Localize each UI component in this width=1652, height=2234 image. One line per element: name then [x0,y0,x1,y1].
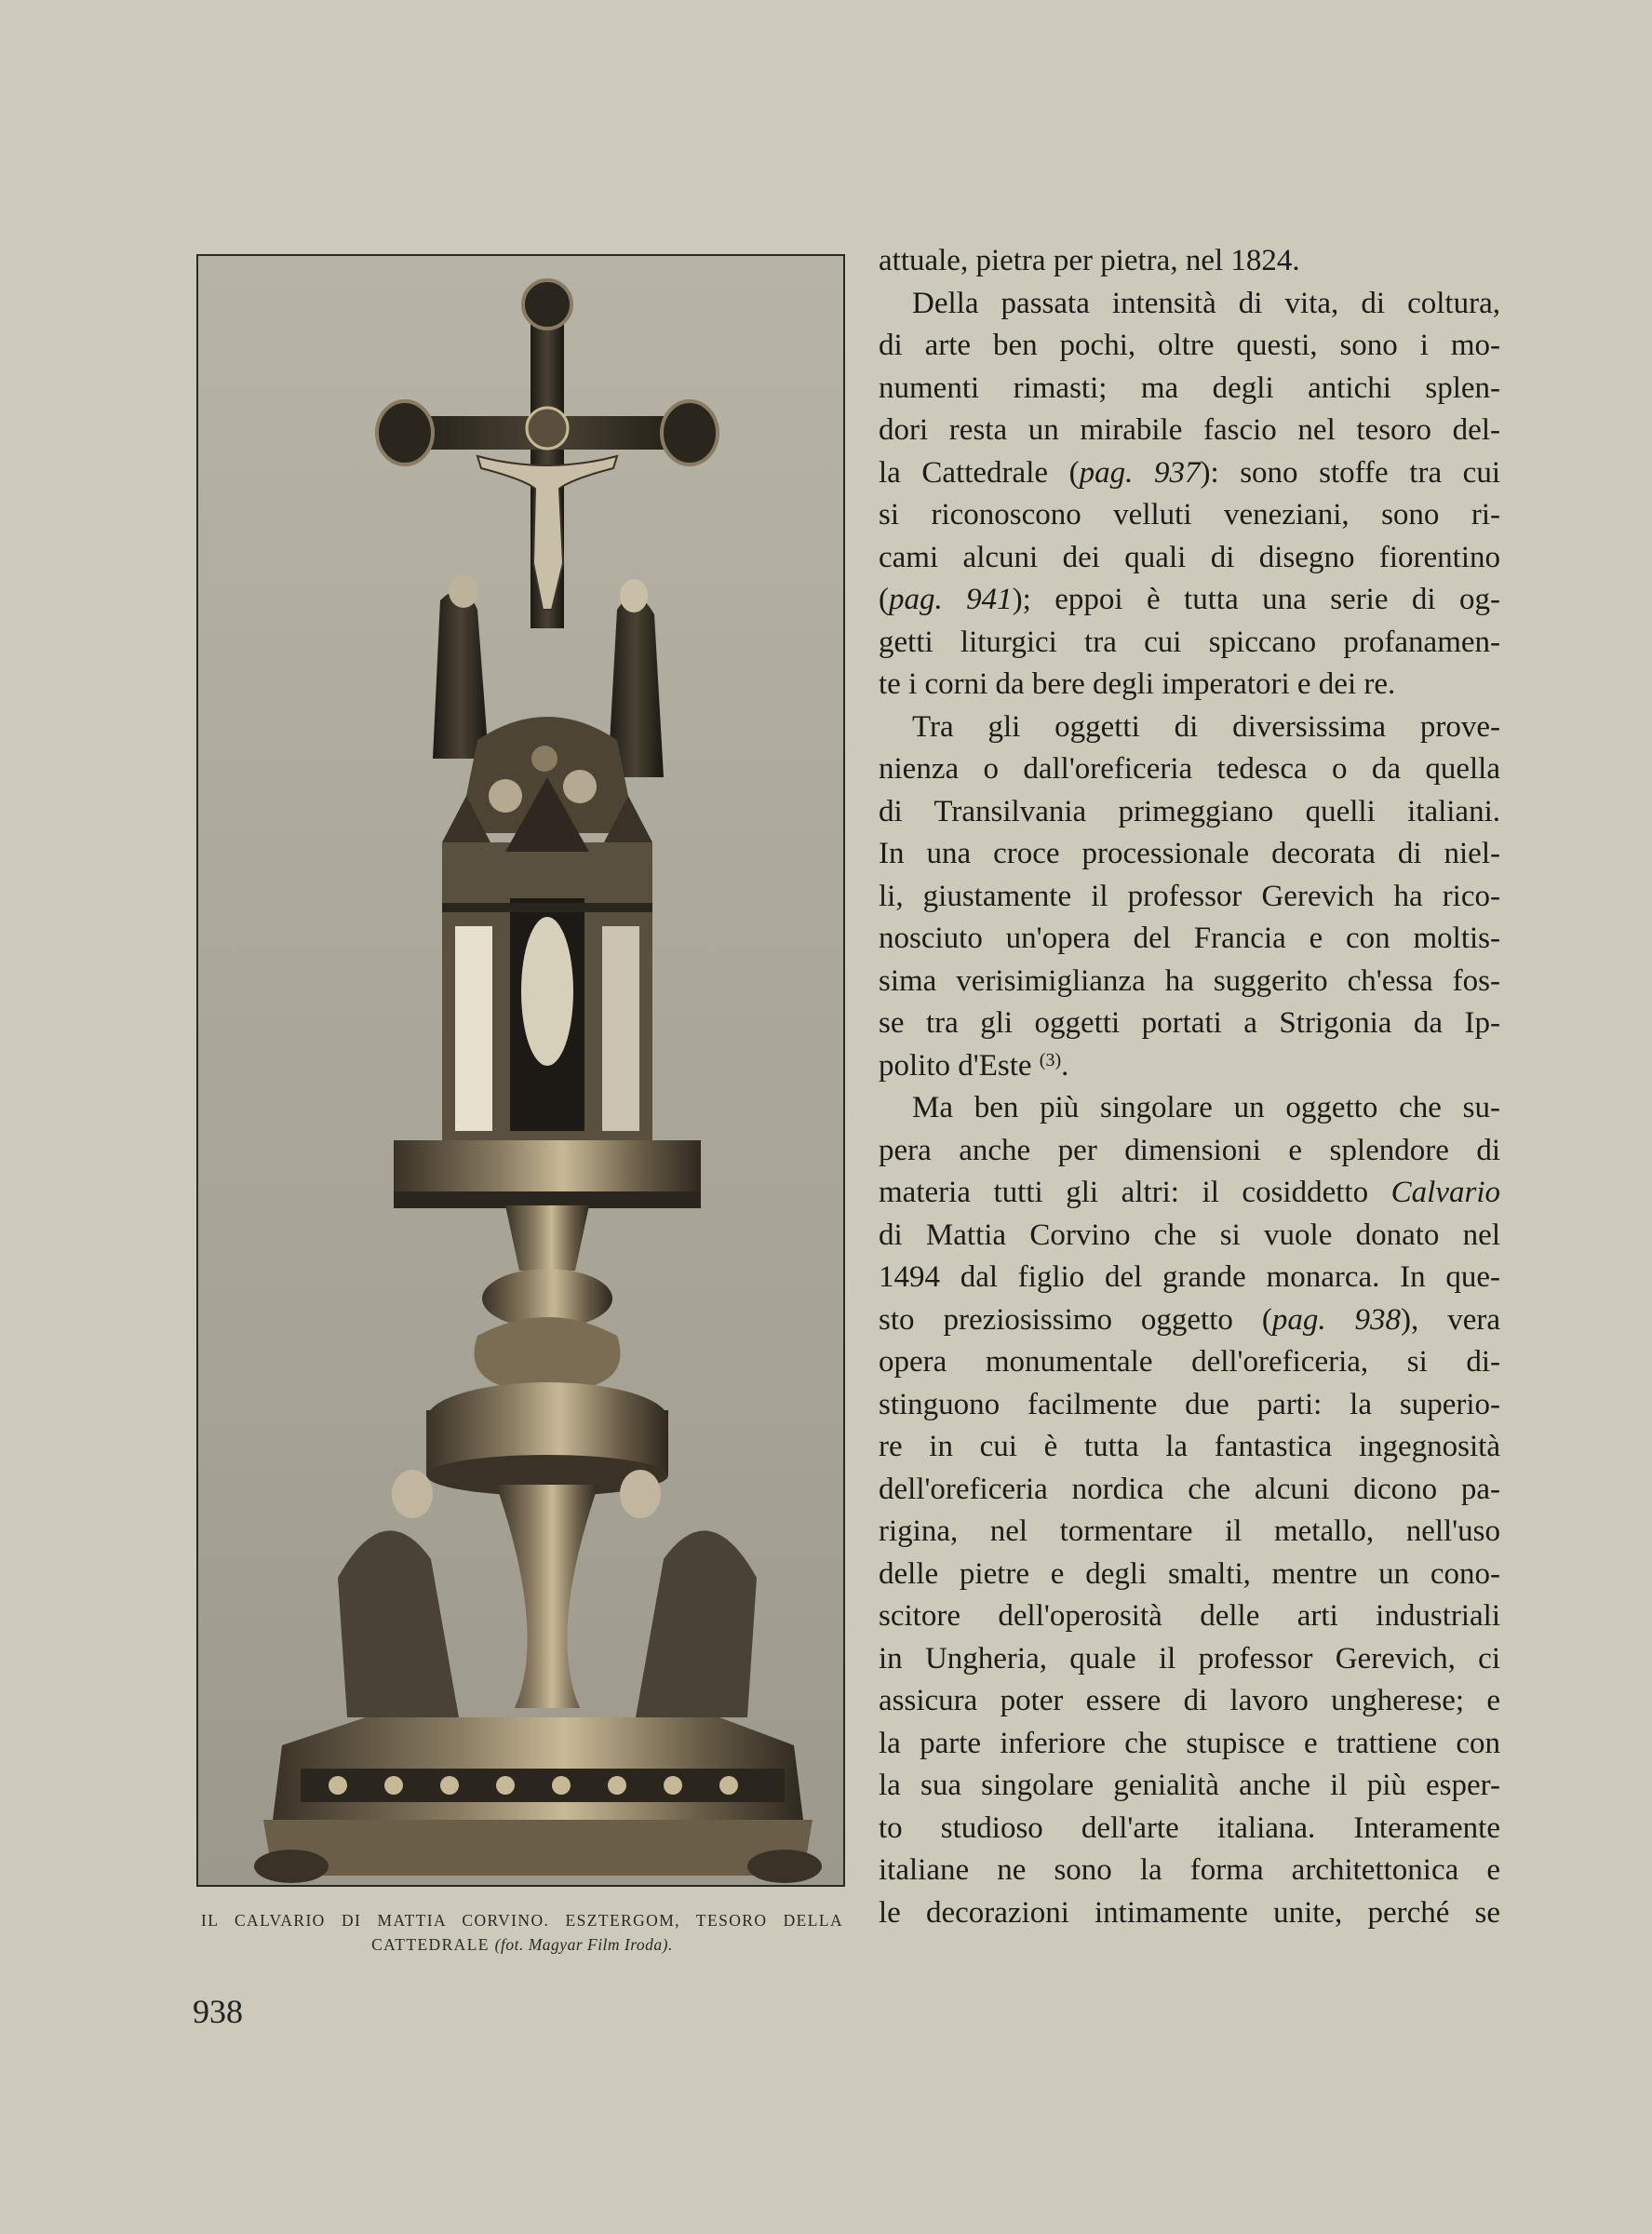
text-line [879,1045,1500,1088]
text-line [879,1130,1500,1173]
body-text-column [879,240,1500,1934]
text-line [879,537,1500,580]
text-line-start: ( [879,583,889,616]
figure-plate [196,254,845,1887]
text-line-content: pera anche per dimensioni e splendore di [879,1133,1500,1167]
text-line [879,240,1500,283]
text-line [879,1765,1500,1808]
italic-reference: Calvario [1390,1176,1500,1209]
text-line [879,1215,1500,1258]
text-line-content: In una croce processionale decorata di niel- [879,837,1500,870]
text-line-start: la Cattedrale ( [879,455,1080,490]
text-line [879,664,1500,707]
text-line-content: italiane ne sono la forma architettonica e [879,1853,1500,1887]
text-line-start: materia tutti gli altri: il cosiddetto [879,1176,1391,1209]
text-line-start: sto preziosissimo oggetto ( [879,1302,1272,1337]
text-line-content: si riconoscono velluti veneziani, sono ri- [879,498,1500,532]
text-line-content: rigina, nel tormentare il metallo, nell'uso [879,1514,1500,1548]
text-line-content: sima verisimiglianza ha suggerito ch'essa fos- [879,963,1500,998]
text-line [879,410,1500,452]
text-line-end: . [1061,1048,1069,1083]
text-line [879,1257,1500,1299]
text-line-content: delle pietre e degli smalti, mentre un cono- [879,1556,1500,1591]
text-line-content: attuale, pietra per pietra, nel 1824. [879,244,1300,277]
text-line [879,961,1500,1003]
text-line [879,368,1500,410]
text-line-end: ), vera [1401,1302,1501,1337]
text-line [879,325,1500,368]
footnote-marker: (3) [1039,1049,1062,1070]
text-line-content: 1494 dal figlio del grande monarca. In que- [879,1260,1500,1294]
text-line-content: se tra gli oggetti portati a Strigonia da Ip- [879,1006,1500,1040]
text-line-content: le decorazioni intimamente unite, perché se [879,1895,1500,1930]
text-line [879,791,1500,834]
calvario-photograph [198,256,845,1887]
text-line [879,1554,1500,1596]
caption-credit: (fot. Magyar Film Iroda). [494,1935,673,1954]
text-line-content: dell'oreficeria nordica che alcuni dicono pa- [879,1472,1500,1506]
text-line [879,1003,1500,1045]
text-line [879,622,1500,665]
text-line [879,833,1500,876]
text-line [879,1723,1500,1766]
text-line-content: stinguono facilmente due parti: la superio- [879,1387,1500,1421]
text-line [879,494,1500,537]
text-line-start: polito d'Este [879,1048,1040,1083]
text-line-content: la sua singolare genialità anche il più esper- [879,1769,1500,1802]
text-line-content: di Mattia Corvino che si vuole donato nel [879,1218,1500,1252]
text-line-content: in Ungheria, quale il professor Gerevich, ci [879,1641,1500,1676]
text-line-content: opera monumentale dell'oreficeria, si di- [879,1345,1500,1379]
text-line [879,1469,1500,1512]
text-line-content: la parte inferiore che stupisce e trattiene con [879,1726,1500,1760]
text-line-content: dori resta un mirabile fascio nel tesoro del- [879,413,1500,447]
text-line-content: scitore dell'operosità delle arti industriali [879,1599,1500,1633]
text-line-content: to studioso dell'arte italiana. Interamente [879,1810,1500,1845]
text-line [879,1341,1500,1384]
text-line-content: Tra gli oggetti di diversissima prove- [912,709,1500,744]
caption-text: IL CALVARIO DI MATTIA CORVINO. ESZTERGOM, TESORO DELLA CATTEDRALE [201,1911,843,1954]
text-line [879,1299,1500,1342]
text-line [879,1511,1500,1554]
text-line-content: numenti rimasti; ma degli antichi splen- [879,370,1500,405]
text-line [879,748,1500,791]
text-line-content: nienza o dall'oreficeria tedesca o da quella [879,752,1500,786]
italic-reference: pag. 941 [889,583,1013,616]
text-line [879,918,1500,961]
text-line [879,707,1500,749]
text-line [879,1384,1500,1427]
text-line-end: ): sono stoffe tra cui [1200,455,1500,490]
text-line [879,1808,1500,1850]
italic-reference: pag. 937 [1079,455,1201,490]
text-line [879,1892,1500,1935]
text-line [879,283,1500,326]
text-line-end: ); eppoi è tutta una serie di og- [1012,583,1500,616]
text-line-content: di Transilvania primeggiano quelli italiani. [879,794,1500,828]
text-line [879,452,1500,495]
text-line-content: di arte ben pochi, oltre questi, sono i mo- [879,329,1500,362]
text-line [879,1426,1500,1469]
text-line-content: Della passata intensità di vita, di coltura, [912,286,1500,320]
text-line-content: assicura poter essere di lavoro ungherese; e [879,1684,1500,1717]
italic-reference: pag. 938 [1271,1302,1402,1337]
text-line [879,1172,1500,1215]
text-line-content: li, giustamente il professor Gerevich ha rico- [879,879,1500,913]
text-line-content: cami alcuni dei quali di disegno fiorentino [879,540,1500,574]
text-line-content: nosciuto un'opera del Francia e con moltis- [879,922,1500,955]
text-line [879,1595,1500,1638]
text-line-content: te i corni da bere degli imperatori e dei re. [879,667,1396,701]
text-line [879,579,1500,622]
text-line [879,876,1500,919]
text-line [879,1638,1500,1681]
page-number: 938 [193,1993,243,2030]
text-line-content: re in cui è tutta la fantastica ingegnosità [879,1430,1500,1463]
figure-caption [201,1908,843,1957]
text-line [879,1087,1500,1130]
text-line [879,1680,1500,1723]
text-line [879,1850,1500,1892]
text-line-content: Ma ben più singolare un oggetto che su- [912,1091,1500,1124]
text-line-content: getti liturgici tra cui spiccano profanamen- [879,625,1500,659]
